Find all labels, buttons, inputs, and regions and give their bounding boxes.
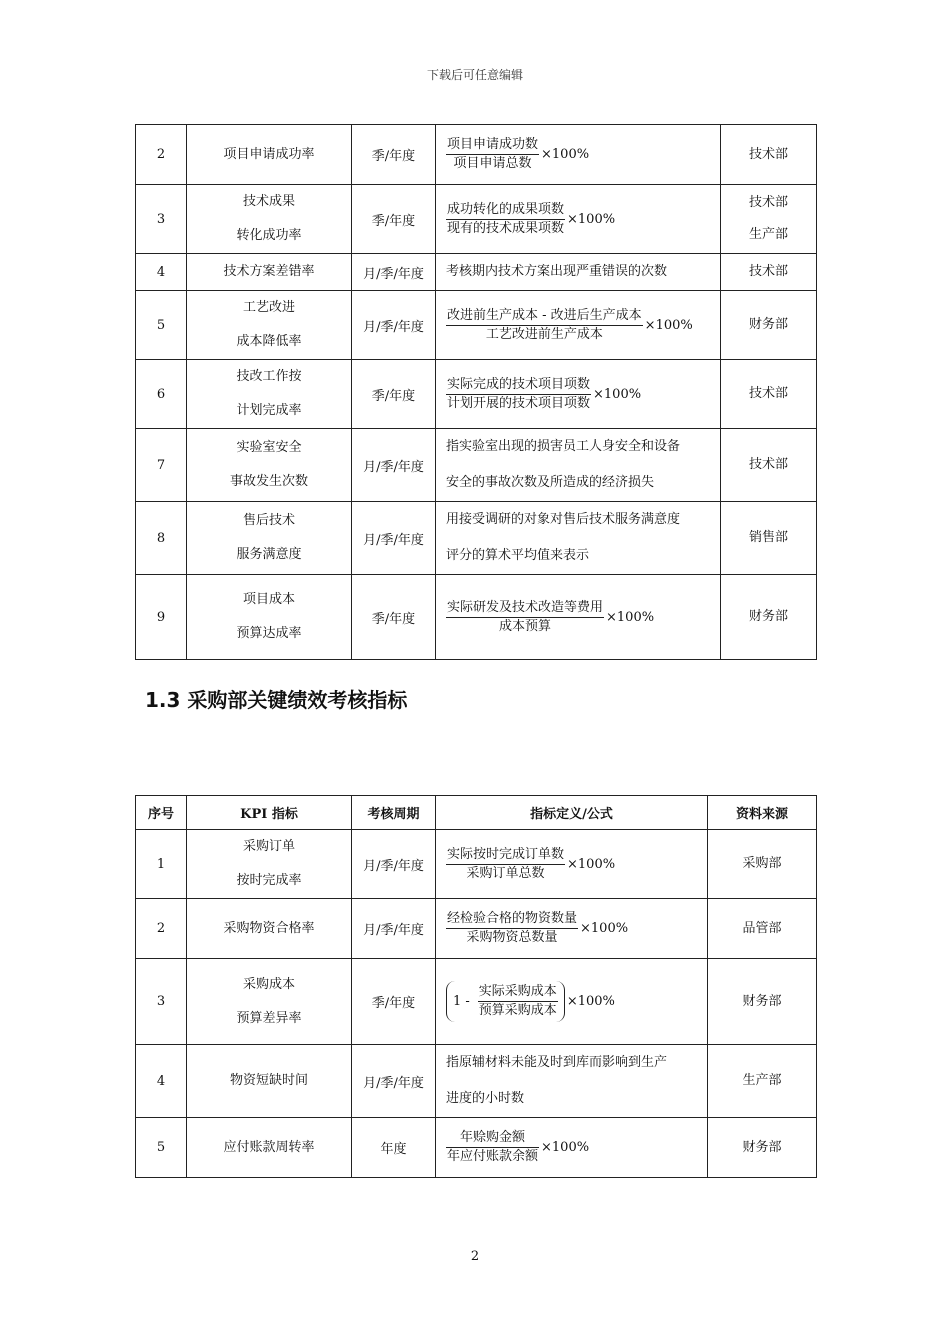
row-number: 5 (136, 291, 187, 360)
formula-times-100: ×100% (593, 386, 642, 402)
formula-numerator: 实际完成的技术项目项数 (446, 376, 591, 395)
row-number: 6 (136, 360, 187, 429)
kpi-table-tech (135, 124, 817, 660)
definition-text (446, 502, 720, 574)
kpi-period: 季/年度 (352, 959, 436, 1045)
kpi-period: 季/年度 (352, 575, 436, 660)
kpi-definition (436, 125, 721, 185)
formula-denominator: 预算采购成本 (478, 1003, 557, 1018)
data-source-line: 销售部 (748, 530, 788, 545)
kpi-name (187, 830, 352, 899)
formula-fraction (446, 846, 565, 883)
formula-denominator: 项目申请总数 (453, 156, 532, 171)
kpi-name-line: 采购订单 (242, 839, 295, 854)
formula-numerator: 实际按时完成订单数 (446, 846, 565, 865)
kpi-name (187, 360, 352, 429)
data-source-line: 采购部 (742, 856, 782, 871)
kpi-definition (436, 254, 721, 291)
kpi-name-line: 预算差异率 (236, 1010, 302, 1026)
kpi-name-line: 技术成果 (242, 194, 295, 209)
definition-line: 指实验室出现的损害员工人身安全和设备 (446, 439, 681, 454)
data-source-line: 技术部 (748, 146, 788, 162)
formula-fraction (446, 910, 578, 947)
formula-fraction (446, 201, 565, 238)
kpi-name (187, 502, 352, 575)
data-source (721, 575, 817, 660)
data-source-line: 技术部 (748, 195, 788, 210)
section-title: 1.3 采购部关键绩效考核指标 (145, 688, 408, 712)
formula-times-100: ×100% (567, 856, 616, 872)
kpi-period: 季/年度 (352, 185, 436, 254)
kpi-name-line: 实验室安全 (236, 440, 302, 455)
data-source-line: 生产部 (748, 227, 788, 242)
formula-times-100: ×100% (580, 921, 629, 936)
row-number: 4 (136, 254, 187, 291)
data-source-line: 技术部 (748, 457, 788, 472)
data-source (721, 125, 817, 185)
kpi-period: 月/季/年度 (352, 830, 436, 899)
row-number: 1 (136, 830, 187, 899)
page-number: 2 (470, 1249, 480, 1264)
data-source (721, 429, 817, 502)
kpi-name-line: 工艺改进 (242, 300, 295, 315)
kpi-name-line: 售后技术 (242, 513, 295, 528)
kpi-name-line: 物资短缺时间 (229, 1073, 308, 1088)
kpi-period: 季/年度 (352, 360, 436, 429)
formula (446, 201, 720, 238)
definition-line: 用接受调研的对象对售后技术服务满意度 (446, 512, 681, 527)
formula-denominator: 现有的技术成果项数 (447, 220, 565, 236)
kpi-period: 月/季/年度 (352, 899, 436, 959)
table-row (136, 1118, 817, 1178)
data-source-line: 品管部 (742, 920, 782, 936)
formula-times-100: ×100% (541, 1140, 590, 1155)
kpi-name-line: 转化成功率 (236, 228, 302, 243)
definition-text (446, 1045, 707, 1117)
formula-fraction (446, 1129, 539, 1166)
kpi-definition (436, 959, 708, 1045)
formula (446, 307, 720, 344)
kpi-name-line: 项目成本 (242, 592, 295, 607)
kpi-name (187, 429, 352, 502)
table-row (136, 185, 817, 254)
formula (446, 136, 720, 173)
formula-numerator: 成功转化的成果项数 (446, 201, 565, 220)
table-row (136, 429, 817, 502)
formula-denominator: 采购物资总数量 (466, 930, 558, 945)
header-no: 序号 (136, 796, 187, 830)
formula-denominator: 工艺改进前生产成本 (485, 326, 603, 342)
formula-parenthesis (446, 981, 565, 1022)
table-row (136, 360, 817, 429)
table-row (136, 125, 817, 185)
data-source (708, 1118, 817, 1178)
formula (446, 910, 707, 947)
kpi-name-line: 采购物资合格率 (223, 920, 315, 936)
formula-fraction (446, 376, 591, 413)
kpi-period: 月/季/年度 (352, 1045, 436, 1118)
data-source-line: 技术部 (748, 386, 788, 401)
kpi-name-line: 事故发生次数 (229, 474, 308, 489)
definition-text (446, 254, 720, 290)
data-source (708, 899, 817, 959)
kpi-definition (436, 899, 708, 959)
formula-numerator: 年赊购金额 (446, 1129, 539, 1148)
formula-fraction (446, 307, 643, 344)
formula-numerator: 实际研发及技术改造等费用 (446, 599, 604, 618)
formula (446, 599, 720, 636)
definition-line: 安全的事故次数及所造成的经济损失 (446, 475, 655, 490)
row-number: 2 (136, 125, 187, 185)
kpi-period: 年度 (352, 1118, 436, 1178)
table-row (136, 959, 817, 1045)
formula-times-100: ×100% (567, 211, 616, 227)
kpi-definition (436, 291, 721, 360)
kpi-period: 季/年度 (352, 125, 436, 185)
kpi-name (187, 254, 352, 291)
row-number: 5 (136, 1118, 187, 1178)
kpi-name-line: 预算达成率 (236, 626, 302, 641)
kpi-name-line: 项目申请成功率 (223, 146, 315, 162)
data-source-line: 财务部 (748, 609, 788, 624)
header-definition: 指标定义/公式 (436, 796, 708, 830)
row-number: 9 (136, 575, 187, 660)
formula-fraction (446, 599, 604, 636)
table-row (136, 254, 817, 291)
table-row (136, 291, 817, 360)
table-row (136, 575, 817, 660)
kpi-definition (436, 575, 721, 660)
header-kpi: KPI 指标 (187, 796, 352, 830)
kpi-table-procurement (135, 795, 817, 1178)
kpi-period: 月/季/年度 (352, 429, 436, 502)
formula (446, 376, 720, 413)
data-source (708, 830, 817, 899)
data-source-line: 财务部 (742, 993, 782, 1009)
data-source-line: 财务部 (748, 317, 788, 332)
kpi-name (187, 959, 352, 1045)
kpi-definition (436, 830, 708, 899)
kpi-definition (436, 502, 721, 575)
kpi-name (187, 575, 352, 660)
kpi-name-line: 按时完成率 (236, 873, 302, 888)
kpi-period: 月/季/年度 (352, 254, 436, 291)
kpi-name-line: 服务满意度 (236, 547, 302, 562)
formula-times-100: ×100% (606, 609, 655, 625)
kpi-name (187, 291, 352, 360)
kpi-definition (436, 1118, 708, 1178)
kpi-name (187, 899, 352, 959)
table-row (136, 1045, 817, 1118)
header-period: 考核周期 (352, 796, 436, 830)
kpi-name (187, 1118, 352, 1178)
formula-denominator: 成本预算 (499, 618, 552, 634)
data-source-line: 技术部 (748, 264, 788, 279)
row-number: 7 (136, 429, 187, 502)
row-number: 3 (136, 959, 187, 1045)
formula-times-100: ×100% (566, 994, 615, 1009)
header-source: 资料来源 (708, 796, 817, 830)
formula-one-minus: 1 - (453, 994, 470, 1009)
row-number: 3 (136, 185, 187, 254)
kpi-definition (436, 185, 721, 254)
kpi-name-line: 应付账款周转率 (223, 1139, 315, 1155)
kpi-name (187, 125, 352, 185)
data-source-line: 财务部 (742, 1139, 782, 1155)
data-source (721, 502, 817, 575)
data-source (721, 291, 817, 360)
formula-times-100: ×100% (541, 147, 590, 162)
definition-line: 进度的小时数 (446, 1091, 525, 1106)
formula-denominator: 年应付账款余额 (447, 1149, 539, 1164)
formula-fraction (446, 136, 539, 173)
kpi-name-line: 技术方案差错率 (223, 264, 315, 279)
kpi-definition (436, 429, 721, 502)
kpi-name-line: 计划完成率 (236, 403, 302, 418)
data-source (721, 185, 817, 254)
kpi-name (187, 1045, 352, 1118)
formula (446, 846, 707, 883)
definition-line: 评分的算术平均值来表示 (446, 548, 590, 563)
definition-text (446, 429, 720, 501)
formula-numerator: 实际采购成本 (478, 983, 558, 1002)
formula-denominator: 计划开展的技术项目项数 (447, 395, 591, 411)
data-source (721, 360, 817, 429)
kpi-period: 月/季/年度 (352, 291, 436, 360)
formula-denominator: 采购订单总数 (466, 865, 545, 881)
kpi-period: 月/季/年度 (352, 502, 436, 575)
row-number: 4 (136, 1045, 187, 1118)
table-row (136, 830, 817, 899)
definition-line: 指原辅材料未能及时到库而影响到生产 (446, 1055, 668, 1070)
row-number: 2 (136, 899, 187, 959)
formula-times-100: ×100% (644, 317, 693, 333)
kpi-name-line: 技改工作按 (236, 369, 302, 384)
table-row (136, 502, 817, 575)
table-row (136, 899, 817, 959)
data-source (708, 1045, 817, 1118)
data-source-line: 生产部 (742, 1073, 782, 1088)
kpi-definition (436, 1045, 708, 1118)
row-number: 8 (136, 502, 187, 575)
formula-numerator: 项目申请成功数 (446, 136, 539, 155)
formula-fraction (478, 983, 558, 1020)
kpi-definition (436, 360, 721, 429)
formula (446, 1129, 707, 1166)
formula-numerator: 改进前生产成本 - 改进后生产成本 (446, 307, 643, 326)
page-header: 下载后可任意编辑 (426, 68, 523, 82)
formula (446, 981, 707, 1022)
kpi-name-line: 成本降低率 (236, 334, 302, 349)
definition-line: 考核期内技术方案出现严重错误的次数 (446, 264, 668, 279)
data-source (708, 959, 817, 1045)
data-source (721, 254, 817, 291)
kpi-name-line: 采购成本 (242, 976, 295, 992)
kpi-name (187, 185, 352, 254)
formula-numerator: 经检验合格的物资数量 (446, 910, 578, 929)
